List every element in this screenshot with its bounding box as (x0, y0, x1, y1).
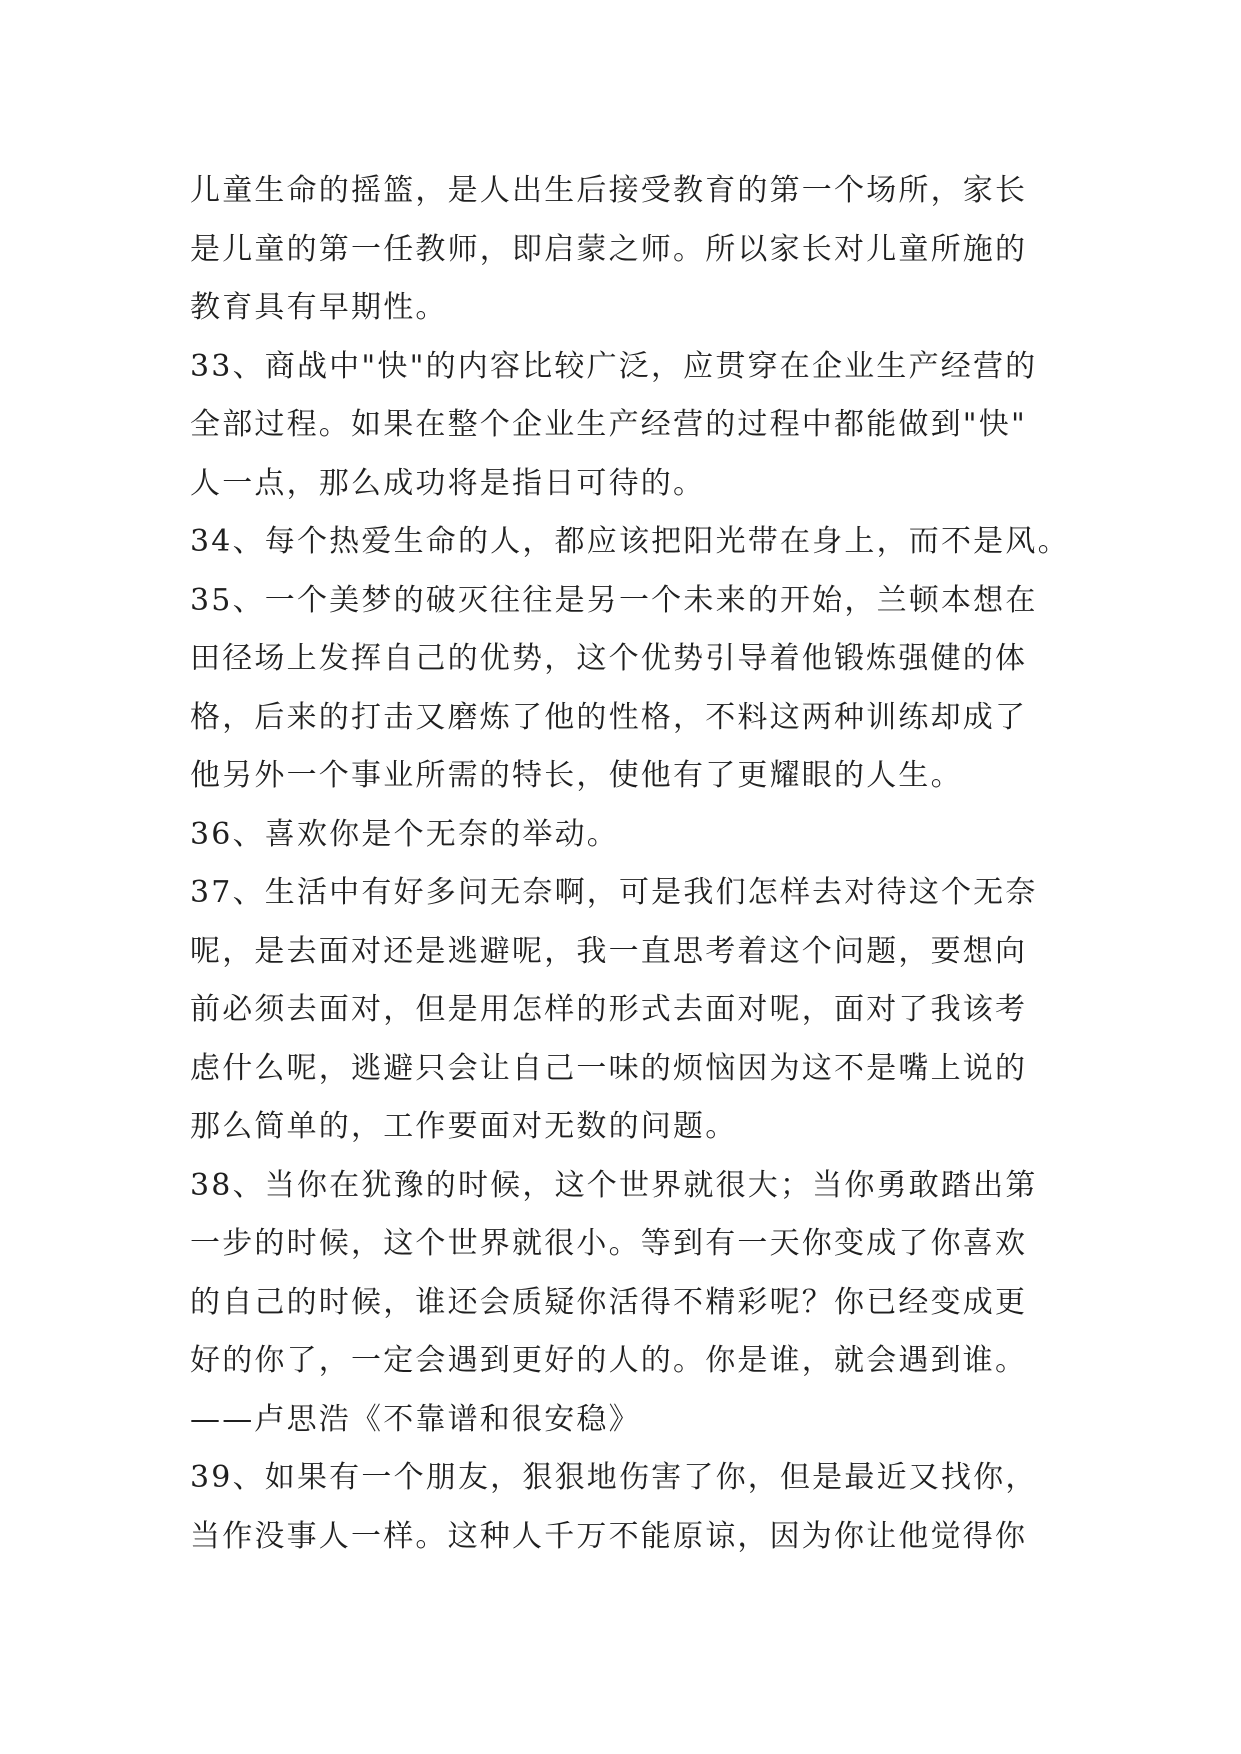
text-line: 儿童生命的摇篮，是人出生后接受教育的第一个场所，家长 (190, 173, 1028, 208)
text-line: 38、当你在犹豫的时候，这个世界就很大；当你勇敢踏出第 (190, 1167, 1038, 1203)
text-line: 是儿童的第一任教师，即启蒙之师。所以家长对儿童所施的 (190, 231, 1028, 267)
text-line: 他另外一个事业所需的特长，使他有了更耀眼的人生。 (190, 758, 963, 793)
text-line: 全部过程。如果在整个企业生产经营的过程中都能做到"快" (190, 407, 1027, 442)
text-line: ——卢思浩《不靠谱和很安稳》 (190, 1401, 641, 1437)
text-line: 34、每个热爱生命的人，都应该把阳光带在身上，而不是风。 (190, 524, 1070, 559)
text-line: 37、生活中有好多问无奈啊，可是我们怎样去对待这个无奈 (190, 875, 1038, 910)
text-line: 的自己的时候，谁还会质疑你活得不精彩呢？你已经变成更 (190, 1284, 1028, 1320)
text-line: 前必须去面对，但是用怎样的形式去面对呢，面对了我该考 (190, 992, 1028, 1027)
text-line: 格，后来的打击又磨炼了他的性格，不料这两种训练却成了 (190, 699, 1028, 735)
text-line: 那么简单的，工作要面对无数的问题。 (190, 1109, 738, 1144)
text-line: 36、喜欢你是个无奈的举动。 (190, 816, 619, 852)
text-line: 田径场上发挥自己的优势，这个优势引导着他锻炼强健的体 (190, 641, 1028, 676)
text-line: 39、如果有一个朋友，狠狠地伤害了你，但是最近又找你， (190, 1460, 1038, 1495)
text-line: 35、一个美梦的破灭往往是另一个未来的开始，兰顿本想在 (190, 582, 1038, 618)
text-line: 呢，是去面对还是逃避呢，我一直思考着这个问题，要想向 (190, 933, 1028, 969)
text-line: 好的你了，一定会遇到更好的人的。你是谁，就会遇到谁。 (190, 1343, 1028, 1378)
text-line: 教育具有早期性。 (190, 290, 448, 325)
text-line: 虑什么呢，逃避只会让自己一味的烦恼因为这不是嘴上说的 (190, 1050, 1028, 1086)
text-line: 33、商战中"快"的内容比较广泛，应贯穿在企业生产经营的 (190, 348, 1038, 384)
text-line: 人一点，那么成功将是指日可待的。 (190, 465, 706, 501)
text-line: 一步的时候，这个世界就很小。等到有一天你变成了你喜欢 (190, 1226, 1028, 1261)
text-line: 当作没事人一样。这种人千万不能原谅，因为你让他觉得你 (190, 1518, 1028, 1554)
body-text (190, 162, 1070, 1566)
